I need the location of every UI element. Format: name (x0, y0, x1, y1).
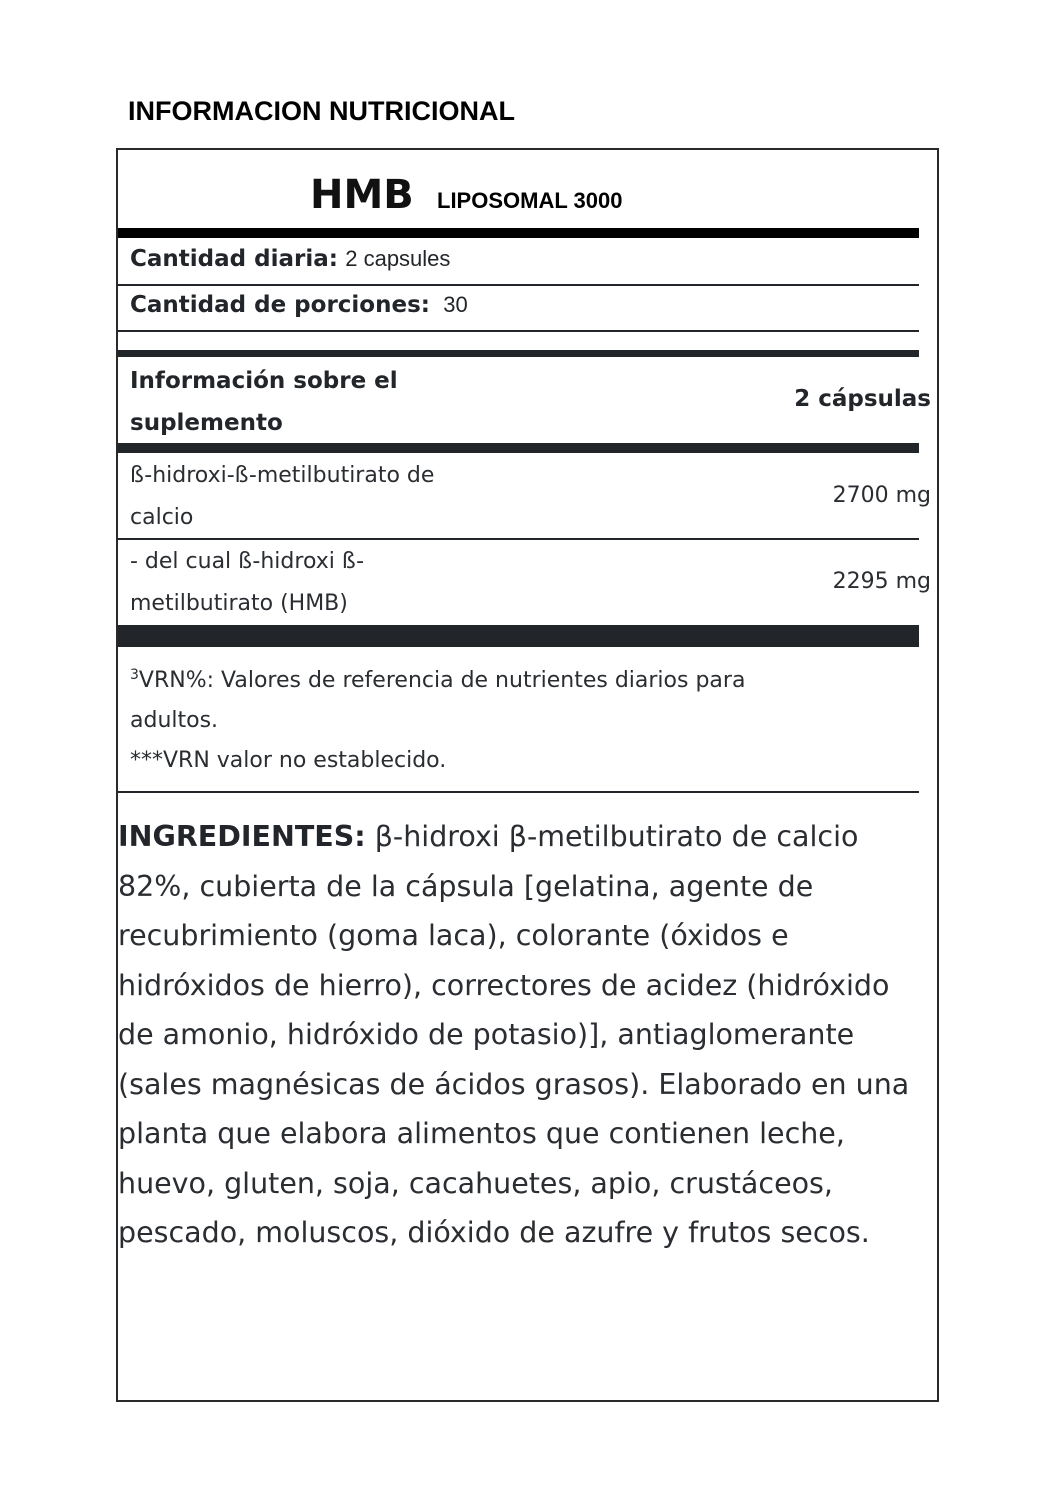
ingredient-name-line1: - del cual ß-hidroxi ß- (130, 549, 365, 574)
vrn-note: $^3$VRN%: Valores de referencia de nutrientes diarios para (130, 667, 746, 693)
thick-divider (118, 228, 919, 238)
daily-amount-label: Cantidad diaria: (130, 246, 338, 272)
ingredients-text: β-hidroxi β-metilbutirato de calcio 82%, cubierta de la cápsula [gelatina, agente de recubrimiento (goma laca), colorante (óxidos e hidróxidos de hierro), correctores de acidez (hidróxido de amonio, hidróxido de potasio)], antiaglomerante (sales magnésicas de ácidos grasos). Elaborado en una planta que elabora alimentos que contienen leche, huevo, gluten, soja, cacahuetes, apio, crustáceos, pescado, moluscos, dióxido de azufre y frutos secos. (118, 820, 910, 1249)
daily-amount-value: 2 capsules (345, 246, 451, 271)
header-label-line2: suplemento (130, 410, 283, 436)
table-row (130, 541, 931, 625)
thick-divider (118, 350, 919, 357)
thick-divider (118, 443, 919, 453)
supplement-facts-label (116, 148, 939, 1402)
header-label-line1: Información sobre el (130, 368, 398, 394)
header-serving-size: 2 cápsulas (794, 386, 931, 412)
divider (118, 284, 919, 286)
ingredient-name-line2: metilbutirato (HMB) (130, 591, 348, 616)
vrn-superscript: 3 (130, 667, 139, 683)
portions-label: Cantidad de porciones: (130, 292, 430, 318)
product-subtitle: LIPOSOMAL 3000 (437, 188, 623, 213)
ingredient-amount: 2700 mg (832, 483, 931, 508)
product-name: HMB (310, 172, 414, 218)
ingredients-label: INGREDIENTES: (118, 820, 366, 853)
divider (118, 538, 919, 540)
product-title (118, 172, 919, 222)
table-header (130, 360, 931, 444)
vrn-not-established: ***VRN valor no establecido. (130, 748, 447, 773)
table-row (130, 455, 931, 539)
footnotes (130, 655, 931, 775)
daily-amount-row (130, 246, 931, 282)
portions-value: 30 (443, 292, 468, 317)
page-title: INFORMACION NUTRICIONAL (128, 96, 515, 126)
divider (118, 330, 919, 332)
thick-footer-bar (118, 625, 919, 647)
divider (118, 791, 919, 793)
vrn-note-cont: adultos. (130, 708, 219, 733)
ingredients-paragraph (118, 812, 919, 1258)
ingredient-amount: 2295 mg (832, 569, 931, 594)
ingredient-name-line1: ß-hidroxi-ß-metilbutirato de (130, 463, 435, 488)
portions-row (130, 292, 931, 328)
ingredient-name-line2: calcio (130, 505, 194, 530)
